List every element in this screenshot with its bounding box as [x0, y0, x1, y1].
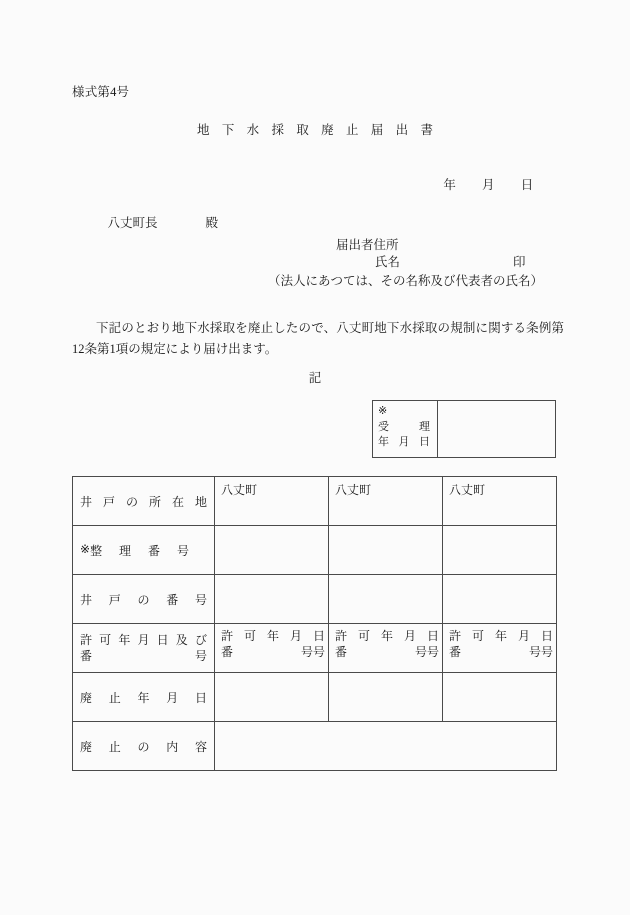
row-label-discontinuation-details: 廃止の内容 — [73, 722, 215, 771]
table-row — [73, 575, 557, 624]
well-location-cell-1[interactable]: 八丈町 — [215, 477, 329, 526]
permit-number-unit-2: 号 — [426, 645, 439, 659]
row-label-well-location: 井戸の所在地 — [73, 477, 215, 526]
date-year-label: 年 — [443, 178, 457, 192]
receipt-box — [372, 400, 556, 458]
permit-number-label-1: 番号 — [221, 645, 313, 659]
row-label-permit-date-number — [73, 624, 215, 673]
receipt-date-label: 年月日 — [378, 436, 430, 448]
permit-date-label-3: 許可年月日 — [449, 629, 553, 643]
well-number-cell-2[interactable] — [329, 575, 443, 624]
permit-label-line2-left: 番 — [80, 649, 93, 663]
table-row — [73, 477, 557, 526]
well-number-cell-3[interactable] — [443, 575, 557, 624]
body-statement: 下記のとおり地下水採取を廃止したので、八丈町地下水採取の規制に関する条例第12条第1項の規定により届け出ます。 — [72, 321, 564, 356]
table-row — [73, 673, 557, 722]
reference-number-cell-3[interactable] — [443, 526, 557, 575]
submission-date-line — [430, 160, 533, 208]
official-use-mark: ※ — [378, 405, 388, 417]
corporate-note: （法人にあつては、その名称及び代表者の氏名） — [268, 274, 544, 288]
permit-number-label-3: 番号 — [449, 645, 541, 659]
row-label-reference-number: ※整理番号 — [73, 526, 215, 575]
discontinuation-details-cell[interactable] — [215, 722, 557, 771]
table-row — [73, 624, 557, 673]
permit-label-line1: 許可年月日及び — [80, 633, 207, 647]
date-month-label: 月 — [482, 178, 495, 192]
addressee — [95, 198, 218, 246]
seal-label: 印 — [513, 255, 526, 269]
addressee-office: 八丈町長 — [107, 216, 158, 230]
discontinuation-date-cell-2[interactable] — [329, 673, 443, 722]
permit-number-unit-3: 号 — [540, 645, 553, 659]
submitter-name-label: 氏名 — [375, 255, 401, 269]
reference-number-cell-2[interactable] — [329, 526, 443, 575]
row-label-discontinuation-date: 廃止年月日 — [73, 673, 215, 722]
receipt-box-value[interactable] — [438, 401, 555, 457]
discontinuation-date-cell-1[interactable] — [215, 673, 329, 722]
well-number-cell-1[interactable] — [215, 575, 329, 624]
table-row — [73, 722, 557, 771]
official-use-mark-inline: ※ — [80, 541, 91, 556]
permit-number-unit-1: 号 — [312, 645, 325, 659]
permit-number-label-2: 番号 — [335, 645, 427, 659]
permit-label-line2-right: 号 — [194, 649, 207, 663]
permit-cell-3[interactable] — [443, 624, 557, 673]
date-day-label: 日 — [520, 178, 534, 192]
receipt-box-label — [373, 401, 438, 457]
addressee-honorific: 殿 — [205, 216, 219, 230]
permit-cell-1[interactable] — [215, 624, 329, 673]
well-info-table — [72, 476, 557, 771]
permit-date-label-1: 許可年月日 — [221, 629, 325, 643]
permit-date-label-2: 許可年月日 — [335, 629, 439, 643]
ki-marker: 記 — [308, 371, 322, 385]
discontinuation-date-cell-3[interactable] — [443, 673, 557, 722]
reference-number-cell-1[interactable] — [215, 526, 329, 575]
page-title: 地 下 水 採 取 廃 止 届 出 書 — [197, 123, 438, 137]
permit-cell-2[interactable] — [329, 624, 443, 673]
well-location-cell-2[interactable]: 八丈町 — [329, 477, 443, 526]
well-location-cell-3[interactable]: 八丈町 — [443, 477, 557, 526]
form-number: 様式第4号 — [72, 85, 130, 99]
row-label-well-number: 井戸の番号 — [73, 575, 215, 624]
receipt-label: 受理 — [378, 420, 430, 433]
submitter-address-label: 届出者住所 — [336, 238, 399, 252]
table-row — [73, 526, 557, 575]
